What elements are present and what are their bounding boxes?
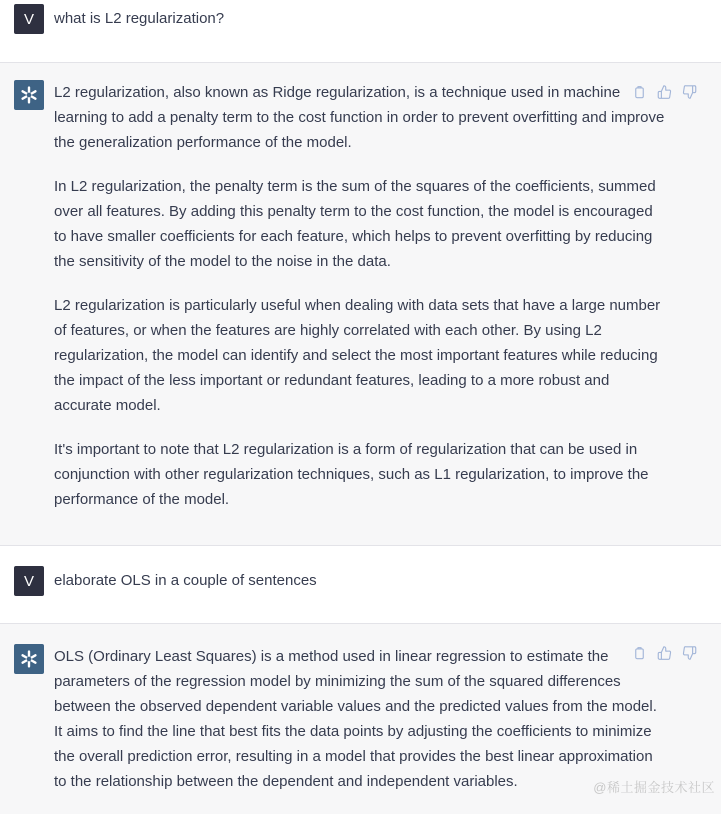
clipboard-icon <box>632 645 647 661</box>
message-actions <box>632 84 697 100</box>
assistant-paragraph: In L2 regularization, the penalty term is the sum of the squares of the coefficients, summed over all features. By adding this penalty term to the cost function, the model is encouraged to have smaller coefficients for each feature, which helps to prevent overfitting by reducing the sensitivity of the model to the noise in the data. <box>54 178 656 270</box>
thumbs-down-button[interactable] <box>682 645 697 661</box>
user-avatar-initial: V <box>23 572 34 590</box>
assistant-message-text <box>54 80 666 512</box>
assistant-avatar <box>14 80 44 110</box>
openai-logo-icon <box>18 648 40 670</box>
user-message-row <box>0 546 721 623</box>
assistant-paragraph: OLS (Ordinary Least Squares) is a method used in linear regression to estimate the parameters of the regression model by minimizing the sum of the squared differences between the observed dependent variable values and the predicted values from the model. It aims to find the line that best fits the data points by adjusting the coefficients to minimize the overall prediction error, resulting in a model that provides the best linear approximation to the relationship between the dependent and independent variables. <box>54 648 657 790</box>
user-avatar <box>14 4 44 34</box>
assistant-paragraph: L2 regularization, also known as Ridge regularization, is a technique used in machine learning to add a penalty term to the cost function in order to prevent overfitting and improve the generalization performance of the model. <box>54 84 665 151</box>
thumbs-down-icon <box>682 84 697 100</box>
thumbs-up-icon <box>657 645 672 661</box>
assistant-message-text <box>54 644 666 794</box>
thumbs-down-button[interactable] <box>682 84 697 100</box>
thumbs-up-button[interactable] <box>657 645 672 661</box>
assistant-paragraph: It's important to note that L2 regularization is a form of regularization that can be used in conjunction with other regularization techniques, such as L1 regularization, to improve the performance of the model. <box>54 441 649 508</box>
user-avatar <box>14 566 44 596</box>
assistant-paragraph: L2 regularization is particularly useful when dealing with data sets that have a large number of features, or when the features are highly correlated with each other. By using L2 regularization, the model can identify and select the most important features while reducing the impact of the less important or redundant features, leading to a more robust and accurate model. <box>54 297 661 414</box>
message-actions <box>632 645 697 661</box>
user-message-text: what is L2 regularization? <box>54 10 225 27</box>
watermark: @稀土掘金技术社区 <box>593 780 715 795</box>
thumbs-up-icon <box>657 84 672 100</box>
copy-button[interactable] <box>632 84 647 100</box>
clipboard-icon <box>632 84 647 100</box>
openai-logo-icon <box>18 84 40 106</box>
user-message-row <box>0 0 721 62</box>
copy-button[interactable] <box>632 645 647 661</box>
thumbs-up-button[interactable] <box>657 84 672 100</box>
assistant-message-row <box>0 62 721 546</box>
thumbs-down-icon <box>682 645 697 661</box>
assistant-avatar <box>14 644 44 674</box>
user-message-text: elaborate OLS in a couple of sentences <box>54 572 317 589</box>
user-avatar-initial: V <box>23 10 34 28</box>
